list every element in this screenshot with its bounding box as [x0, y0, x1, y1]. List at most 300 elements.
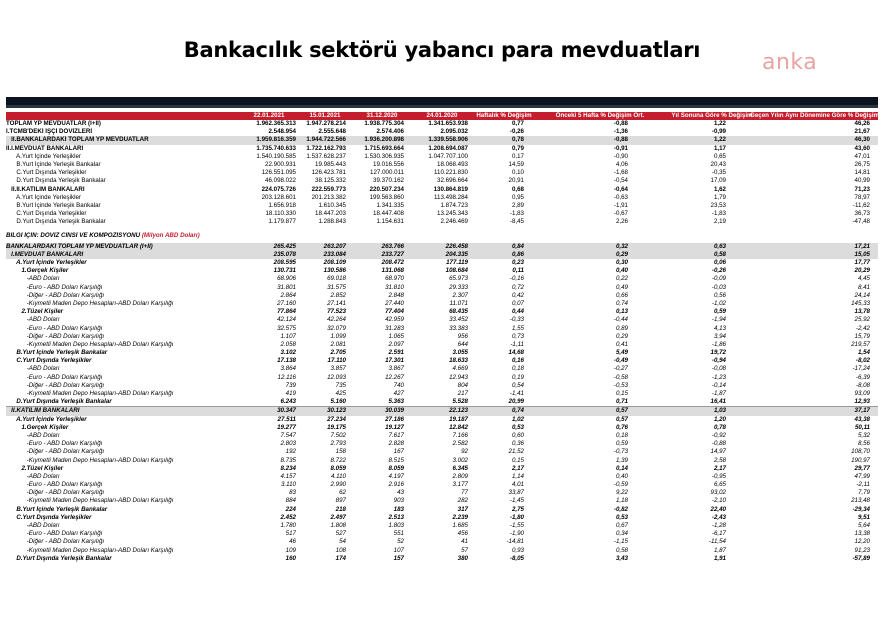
cell-value: 419	[285, 390, 296, 397]
cell-value: 1,17	[713, 144, 726, 152]
cell-value: 8.735	[280, 456, 296, 464]
cell-value: 18.447.408	[373, 210, 404, 218]
cell-value: 71,23	[854, 185, 870, 193]
cell-value: 30.347	[277, 407, 296, 415]
cell-value: -1,28	[711, 522, 726, 529]
table-row	[6, 120, 878, 128]
cell-value: -0,88	[711, 440, 726, 448]
cell-value: 0,89	[615, 324, 628, 332]
row-label: -Diğer - ABD Doları Karşılığı	[6, 381, 105, 389]
cell-value: 126.423.781	[311, 169, 346, 177]
row-label: C.Yurt Dışında Yerleşikler	[6, 357, 92, 365]
cell-value: 40,99	[854, 177, 870, 185]
cell-value: -0,67	[613, 210, 628, 218]
cell-value: 1.803	[388, 522, 404, 529]
cell-value: -0,95	[711, 472, 726, 480]
cell-value: 0,17	[511, 152, 524, 160]
cell-value: 20,91	[508, 177, 524, 185]
cell-value: 0,29	[615, 250, 628, 258]
cell-value: 0,56	[713, 291, 726, 299]
cell-value: 6,65	[713, 481, 726, 489]
cell-value: 12,93	[854, 398, 870, 406]
cell-value: 14,68	[508, 349, 524, 357]
cell-value: 2.591	[388, 349, 404, 357]
cell-value: 0,34	[615, 530, 628, 538]
cell-value: 3.102	[280, 349, 296, 357]
cell-value: 0,93	[511, 546, 524, 554]
row-label: -ABD Doları	[6, 472, 60, 480]
cell-value: 22,40	[710, 505, 726, 513]
table-row	[6, 506, 878, 514]
cell-value: 8.722	[330, 456, 346, 464]
cell-value: 15,79	[854, 332, 870, 340]
cell-value: 27.141	[327, 299, 346, 307]
cell-value: 2.705	[330, 349, 346, 357]
row-label: C.Yurt Dışında Yerleşikler	[6, 169, 87, 177]
cell-value: 4.110	[330, 472, 346, 480]
cell-value: 0,18	[615, 431, 628, 439]
cell-value: -0,99	[711, 128, 726, 136]
cell-value: 130.864.819	[433, 185, 468, 193]
header-date-3: 31.12.2020	[366, 112, 398, 119]
table-row	[6, 308, 878, 316]
cell-value: 235.078	[273, 250, 296, 258]
cell-value: 2.452	[280, 513, 296, 521]
cell-value: 2,17	[511, 464, 524, 472]
cell-value: -8,02	[855, 357, 870, 365]
cell-value: 1.154.631	[376, 218, 404, 226]
row-label: -Diğer - ABD Doları Karşılığı	[6, 448, 105, 456]
cell-value: -0,44	[613, 316, 628, 324]
cell-value: 2,89	[511, 201, 524, 209]
cell-value: 317	[457, 505, 468, 513]
cell-value: 4,06	[615, 160, 628, 168]
table-row	[6, 210, 878, 218]
cell-value: 8.059	[388, 464, 404, 472]
cell-value: 30.039	[385, 407, 404, 415]
cell-value: 108	[335, 546, 346, 554]
table-row	[6, 365, 878, 373]
table-row	[6, 448, 878, 456]
cell-value: -0,35	[711, 169, 726, 177]
cell-value: 2.548.954	[268, 128, 296, 136]
table-row	[6, 538, 878, 546]
cell-value: 19.277	[277, 423, 296, 431]
cell-value: -0,73	[613, 448, 628, 456]
cell-value: 2.864	[280, 291, 296, 299]
cell-value: -1,86	[711, 340, 726, 348]
cell-value: 1,02	[511, 415, 524, 423]
cell-value: 2,17	[713, 464, 726, 472]
cell-value: 158	[335, 448, 346, 456]
cell-value: 213,48	[851, 497, 870, 505]
row-label: 1.Gerçek Kişiler	[6, 267, 69, 275]
cell-value: 17.301	[385, 357, 404, 365]
cell-value: -1,80	[509, 513, 524, 521]
cell-value: 18.110.330	[265, 210, 296, 218]
table-row	[6, 202, 878, 210]
cell-value: 68.906	[277, 275, 296, 283]
table-row	[6, 432, 878, 440]
table-row	[6, 424, 878, 432]
cell-value: 13.245.343	[437, 210, 468, 218]
cell-value: 1,62	[713, 185, 726, 193]
cell-value: 7.166	[452, 431, 468, 439]
cell-value: 1.947.278.214	[306, 120, 346, 127]
cell-value: 22.900.931	[265, 160, 296, 168]
cell-value: 32.696.664	[437, 177, 468, 185]
table-row	[6, 275, 878, 283]
cell-value: 1.780	[280, 522, 296, 529]
cell-value: 0,15	[511, 456, 524, 464]
cell-value: 0,79	[511, 144, 524, 152]
cell-value: 20,43	[710, 160, 726, 168]
cell-value: 208.595	[273, 259, 296, 266]
cell-value: 0,54	[511, 381, 524, 389]
cell-value: 29.333	[449, 283, 468, 291]
cell-value: 233.084	[323, 250, 346, 258]
row-label: D.Yurt Dışında Yerleşik Bankalar	[6, 218, 106, 226]
cell-value: -2,42	[855, 324, 870, 332]
cell-value: 0,58	[615, 546, 628, 554]
table-row	[6, 136, 878, 144]
cell-value: 69.018	[327, 275, 346, 283]
cell-value: 2.793	[330, 440, 346, 448]
cell-value: 77.864	[277, 308, 296, 316]
row-label: B.Yurt İçinde Yerleşik Bankalar	[6, 349, 108, 357]
cell-value: 0,59	[615, 440, 628, 448]
cell-value: 1.722.162.793	[306, 144, 346, 152]
cell-value: 167	[393, 448, 404, 456]
cell-value: 29,77	[854, 464, 870, 472]
row-label: -Kıymetli Maden Depo Hesapları-ABD Doları Karşılığı	[6, 390, 174, 397]
cell-value: 8,41	[857, 283, 870, 291]
cell-value: 23,53	[710, 201, 726, 209]
cell-value: 7.502	[330, 431, 346, 439]
cell-value: -2,10	[711, 497, 726, 505]
cell-value: -0,59	[613, 481, 628, 489]
cell-value: 0,14	[615, 464, 628, 472]
cell-value: 37,17	[854, 407, 870, 415]
cell-value: 42.959	[385, 316, 404, 324]
cell-value: 1.179.877	[268, 218, 296, 226]
table-row	[6, 382, 878, 390]
cell-value: 7.617	[388, 431, 404, 439]
cell-value: 19,72	[710, 349, 726, 357]
table-row	[6, 457, 878, 465]
cell-value: 41	[461, 538, 468, 546]
cell-value: 68.435	[449, 308, 468, 316]
cell-value: 2.990	[330, 481, 346, 489]
cell-value: -1,55	[509, 522, 524, 529]
cell-value: 0,60	[511, 431, 524, 439]
table-row	[6, 407, 878, 415]
cell-value: 0,84	[511, 242, 524, 250]
row-label: -Euro - ABD Doları Karşılığı	[6, 324, 103, 332]
cell-value: -1,83	[711, 210, 726, 218]
cell-value: 39.370.162	[373, 177, 404, 185]
table-row	[6, 473, 878, 481]
row-label: II.BANKALARDAKİ TOPLAM YP MEVDUATLAR	[6, 136, 149, 144]
cell-value: 456	[457, 530, 468, 538]
cell-value: 22.123	[449, 407, 468, 415]
cell-value: 93,02	[710, 489, 726, 497]
anka-logo: anka	[762, 50, 818, 75]
cell-value: 1.540.190.585	[256, 152, 296, 160]
cell-value: 884	[285, 497, 296, 505]
cell-value: 42.124	[277, 316, 296, 324]
cell-value: 78,97	[854, 193, 870, 201]
cell-value: 77	[461, 489, 468, 497]
table-row	[6, 153, 878, 161]
cell-value: 6.243	[280, 398, 296, 406]
cell-value: 19.127	[385, 423, 404, 431]
cell-value: -1,83	[509, 210, 524, 218]
cell-value: 20,29	[854, 267, 870, 275]
row-label: -Euro - ABD Doları Karşılığı	[6, 373, 103, 381]
cell-value: 263.766	[381, 242, 404, 250]
cell-value: -0,26	[711, 267, 726, 275]
cell-value: 0,11	[512, 267, 524, 275]
cell-value: 46,26	[854, 120, 870, 127]
cell-value: 0,32	[615, 242, 628, 250]
cell-value: 1.107	[280, 332, 296, 340]
table-row	[6, 440, 878, 448]
cell-value: -0,92	[711, 431, 726, 439]
cell-value: 203.128.601	[261, 193, 296, 201]
cell-value: 91,23	[854, 546, 870, 554]
row-label: -Euro - ABD Doları Karşılığı	[6, 283, 103, 291]
cell-value: 46	[289, 538, 296, 546]
cell-value: 17.138	[277, 357, 296, 365]
cell-value: 224.075.726	[261, 185, 296, 193]
cell-value: 218	[335, 505, 346, 513]
table-row	[6, 267, 878, 275]
table-row	[6, 177, 878, 185]
cell-value: 1.339.558.906	[428, 136, 468, 144]
table-row	[6, 316, 878, 324]
cell-value: 204.335	[445, 250, 468, 258]
cell-value: 1.808	[330, 522, 346, 529]
cell-value: -1,23	[711, 373, 726, 381]
cell-value: 4.669	[452, 365, 468, 373]
row-label: -Euro - ABD Doları Karşılığı	[6, 481, 103, 489]
cell-value: 1.065	[388, 332, 404, 340]
cell-value: 11.071	[449, 299, 468, 307]
cell-value: 1.874.723	[440, 201, 468, 209]
cell-value: 2,26	[615, 218, 628, 226]
cell-value: 0,42	[511, 291, 524, 299]
cell-value: 31.801	[277, 283, 296, 291]
cell-value: -6,17	[711, 530, 726, 538]
cell-value: -1,91	[613, 201, 628, 209]
row-label: D.Yurt Dışında Yerleşik Bankalar	[6, 398, 112, 406]
cell-value: 551	[393, 530, 404, 538]
cell-value: 17,09	[710, 177, 726, 185]
cell-value: 0,30	[615, 259, 628, 266]
row-label: TOPLAM YP MEVDUATLAR (I+II)	[6, 120, 101, 127]
cell-value: 0,78	[713, 423, 726, 431]
cell-value: 0,78	[511, 136, 524, 144]
cell-value: 68.970	[385, 275, 404, 283]
cell-value: 1.288.843	[318, 218, 346, 226]
cell-value: 2.852	[330, 291, 346, 299]
cell-value: 0,71	[615, 398, 628, 406]
cell-value: -0,09	[711, 275, 726, 283]
cell-value: 108,70	[851, 448, 870, 456]
row-label: II.II.KATILIM BANKALARI	[6, 185, 85, 193]
cell-value: 217	[457, 390, 468, 397]
cell-value: -29,34	[852, 505, 870, 513]
cell-value: 0,68	[511, 185, 524, 193]
cell-value: 263.207	[323, 242, 346, 250]
cell-value: 93,09	[854, 390, 870, 397]
cell-value: -11,62	[852, 201, 870, 209]
cell-value: -8,08	[855, 381, 870, 389]
table-row	[6, 145, 878, 153]
table-row	[6, 128, 878, 136]
cell-value: 0,59	[713, 308, 726, 316]
cell-value: 14,59	[508, 160, 524, 168]
cell-value: 50,11	[854, 423, 870, 431]
cell-value: 4.157	[280, 472, 296, 480]
row-label: -Diğer - ABD Doları Karşılığı	[6, 538, 105, 546]
cell-value: 54	[339, 538, 346, 546]
cell-value: 46.098.022	[265, 177, 296, 185]
row-label: A.Yurt İçinde Yerleşikler	[6, 152, 81, 160]
table-row	[6, 194, 878, 202]
cell-value: 2,19	[713, 218, 726, 226]
cell-value: 8,56	[857, 440, 870, 448]
row-label: -Euro - ABD Doları Karşılığı	[6, 440, 103, 448]
cell-value: 5,49	[615, 349, 628, 357]
cell-value: -0,88	[613, 136, 628, 144]
cell-value: 31.575	[327, 283, 346, 291]
table-row	[6, 522, 878, 530]
cell-value: 1.047.707.100	[428, 152, 468, 160]
cell-value: 108.684	[445, 267, 468, 275]
table-row	[6, 218, 878, 226]
cell-value: 1.944.722.566	[306, 136, 346, 144]
cell-value: 0,73	[511, 332, 524, 340]
cell-value: 0,53	[511, 423, 524, 431]
table-row	[6, 489, 878, 497]
table-row	[6, 497, 878, 505]
cell-value: 36,73	[854, 210, 870, 218]
row-label: II.I.MEVDUAT BANKALARI	[6, 144, 84, 152]
cell-value: -0,26	[509, 128, 524, 136]
row-label: -Diğer - ABD Doları Karşılığı	[6, 489, 105, 497]
row-label: -ABD Doları	[6, 275, 60, 283]
cell-value: 0,22	[615, 275, 628, 283]
cell-value: 2.239	[452, 513, 468, 521]
cell-value: 4,45	[857, 275, 870, 283]
cell-value: -2,11	[856, 481, 870, 489]
cell-value: 2.828	[388, 440, 404, 448]
cell-value: 0,19	[511, 373, 524, 381]
row-label: -ABD Doları	[6, 431, 60, 439]
cell-value: 19.187	[449, 415, 468, 423]
cell-value: -57,89	[852, 554, 870, 562]
cell-value: 12.093	[327, 373, 346, 381]
cell-value: 425	[335, 390, 346, 397]
table-row	[6, 251, 878, 259]
cell-value: 12,20	[854, 538, 870, 546]
cell-value: 739	[285, 381, 296, 389]
cell-value: 0,57	[615, 415, 628, 423]
cell-value: 31.810	[385, 283, 404, 291]
row-label: I.TCMB'DEKİ İŞÇİ DÖVİZLERİ	[6, 128, 93, 136]
row-label: I.MEVDUAT BANKALARI	[6, 250, 84, 258]
header-date-1: 22.01.2021	[253, 112, 285, 119]
cell-value: 1.610.345	[318, 201, 346, 209]
cell-value: 0,57	[615, 407, 628, 415]
cell-value: 21,52	[508, 448, 524, 456]
cell-value: 2.803	[280, 440, 296, 448]
cell-value: 527	[335, 530, 346, 538]
cell-value: 0,67	[615, 522, 628, 529]
cell-value: 3,94	[713, 332, 726, 340]
row-label: 2.Tüzel Kişiler	[6, 464, 64, 472]
cell-value: 233.727	[381, 250, 404, 258]
cell-value: 92	[461, 448, 468, 456]
cell-value: 14,81	[854, 169, 870, 177]
dark-band	[6, 97, 878, 105]
cell-value: 0,15	[615, 390, 628, 397]
cell-value: 199.563.860	[369, 193, 404, 201]
cell-value: 1.938.775.304	[364, 120, 404, 127]
cell-value: -0,53	[613, 381, 628, 389]
cell-value: 17,77	[854, 259, 870, 266]
cell-value: 1.962.365.313	[256, 120, 296, 127]
cell-value: 12.116	[277, 373, 296, 381]
cell-value: 17,21	[854, 242, 870, 250]
cell-value: 7.547	[280, 431, 296, 439]
section-totals	[6, 120, 878, 226]
cell-value: 13,78	[854, 308, 870, 316]
cell-value: 0,29	[615, 332, 628, 340]
cell-value: 47,99	[854, 472, 870, 480]
cell-value: 0,36	[511, 440, 524, 448]
row-label: C.Yurt Dışında Yerleşikler	[6, 513, 92, 521]
table-row	[6, 349, 878, 357]
cell-value: 0,95	[511, 193, 524, 201]
cell-value: 1.656.918	[268, 201, 296, 209]
cell-value: 19.175	[327, 423, 346, 431]
table-row	[6, 416, 878, 424]
cell-value: 208.472	[381, 259, 404, 266]
cell-value: 956	[457, 332, 468, 340]
cell-value: 2.497	[330, 513, 346, 521]
cell-value: 1,22	[713, 136, 726, 144]
cell-value: -1,11	[510, 340, 524, 348]
cell-value: 2.246.469	[440, 218, 468, 226]
cell-value: -2,43	[711, 513, 726, 521]
cell-value: 1.936.200.898	[364, 136, 404, 144]
cell-value: 30.123	[327, 407, 346, 415]
cell-value: 8.234	[280, 464, 296, 472]
cell-value: 226.458	[445, 242, 468, 250]
cell-value: 1.715.693.664	[364, 144, 404, 152]
cell-value: 219,57	[851, 340, 870, 348]
cell-value: 1.537.628.237	[306, 152, 346, 160]
cell-value: 1,91	[713, 554, 726, 562]
cell-value: 19.016.556	[373, 160, 404, 168]
cell-value: 1,18	[615, 497, 628, 505]
cell-value: 644	[457, 340, 468, 348]
cell-value: -0,54	[613, 177, 628, 185]
cell-value: -0,91	[613, 144, 628, 152]
